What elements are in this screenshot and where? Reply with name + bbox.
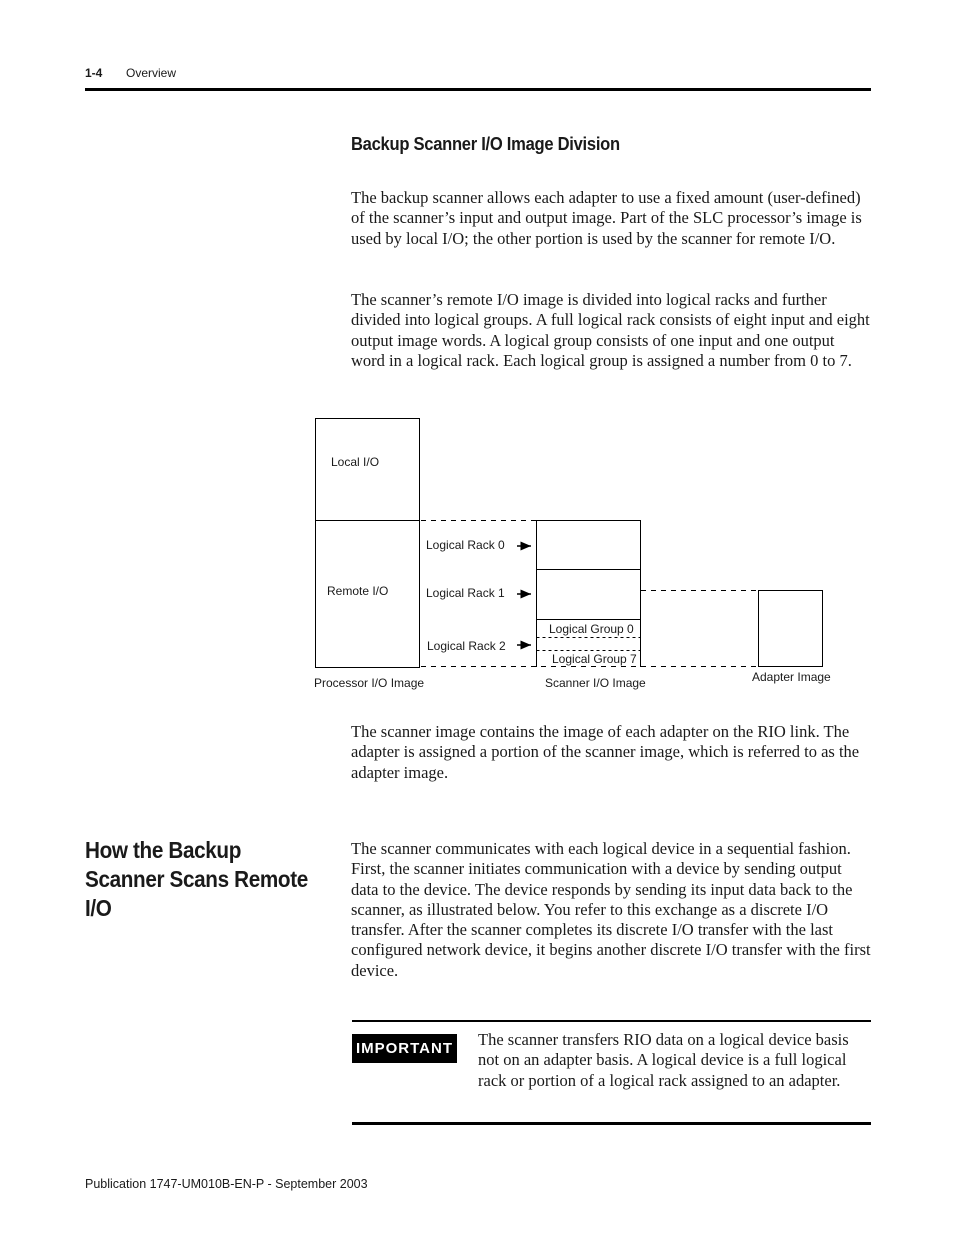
important-bottom-rule xyxy=(352,1122,871,1125)
section-heading: Backup Scanner I/O Image Division xyxy=(351,134,620,154)
intro-paragraph: The backup scanner allows each adapter to use a fixed amount (user-defined) of the scanner’s input and output image. Part of the SLC processor’s image is used by local I/O; the other portion is used by the scanner for remote I/O. xyxy=(351,188,862,248)
logical-rack-1-label: Logical Rack 1 xyxy=(426,586,505,600)
page-number: 1-4 xyxy=(85,66,103,80)
processor-local-io-block xyxy=(316,419,420,521)
logical-rack-2-label: Logical Rack 2 xyxy=(427,639,506,653)
scan-paragraph: The scanner communicates with each logical device in a sequential fashion. First, the scanner initiates communication with a device by sending output data to the device. The device responds by sending its input data back to the scanner, as illustrated below. You refer to this exchange as a discrete I/O transfer. After the scanner completes its discrete I/O transfer with the last configured network device, it begins another discrete I/O transfer with the first device. xyxy=(351,839,871,980)
adapter-caption: Adapter Image xyxy=(752,670,831,684)
logical-rack-0-label: Logical Rack 0 xyxy=(426,538,505,552)
important-badge: IMPORTANT xyxy=(352,1034,457,1063)
logical-group-0-label: Logical Group 0 xyxy=(549,622,634,636)
scanner-rack0-block xyxy=(537,521,641,570)
adapter-image-paragraph: The scanner image contains the image of each adapter on the RIO link. The adapter is assigned a portion of the scanner image, which is referred to as the adapter image. xyxy=(351,722,860,782)
local-io-label: Local I/O xyxy=(331,455,380,469)
section-heading-2: How the Backup Scanner Scans Remote I/O xyxy=(85,837,308,921)
remote-io-label: Remote I/O xyxy=(327,584,389,598)
important-top-rule xyxy=(352,1020,871,1022)
scanner-caption: Scanner I/O Image xyxy=(545,676,646,690)
processor-caption: Processor I/O Image xyxy=(314,676,425,690)
adapter-image-block xyxy=(759,591,823,667)
racks-paragraph: The scanner’s remote I/O image is divided into logical racks and further divided into logical groups. A full logical rack consists of eight input and eight output image words. A logical group consists of one input and one output word in a logical rack. Each logical group is assigned a number from 0 to 7. xyxy=(351,290,870,370)
scanner-rack1-block xyxy=(537,570,641,620)
section-name: Overview xyxy=(126,66,177,80)
important-text: The scanner transfers RIO data on a logical device basis not on an adapter basis. A logical device is a full logical rack or portion of a logical rack assigned to an adapter. xyxy=(478,1030,849,1090)
publication-footer: Publication 1747-UM010B-EN-P - September 2003 xyxy=(85,1177,368,1191)
logical-group-7-label: Logical Group 7 xyxy=(552,652,637,666)
